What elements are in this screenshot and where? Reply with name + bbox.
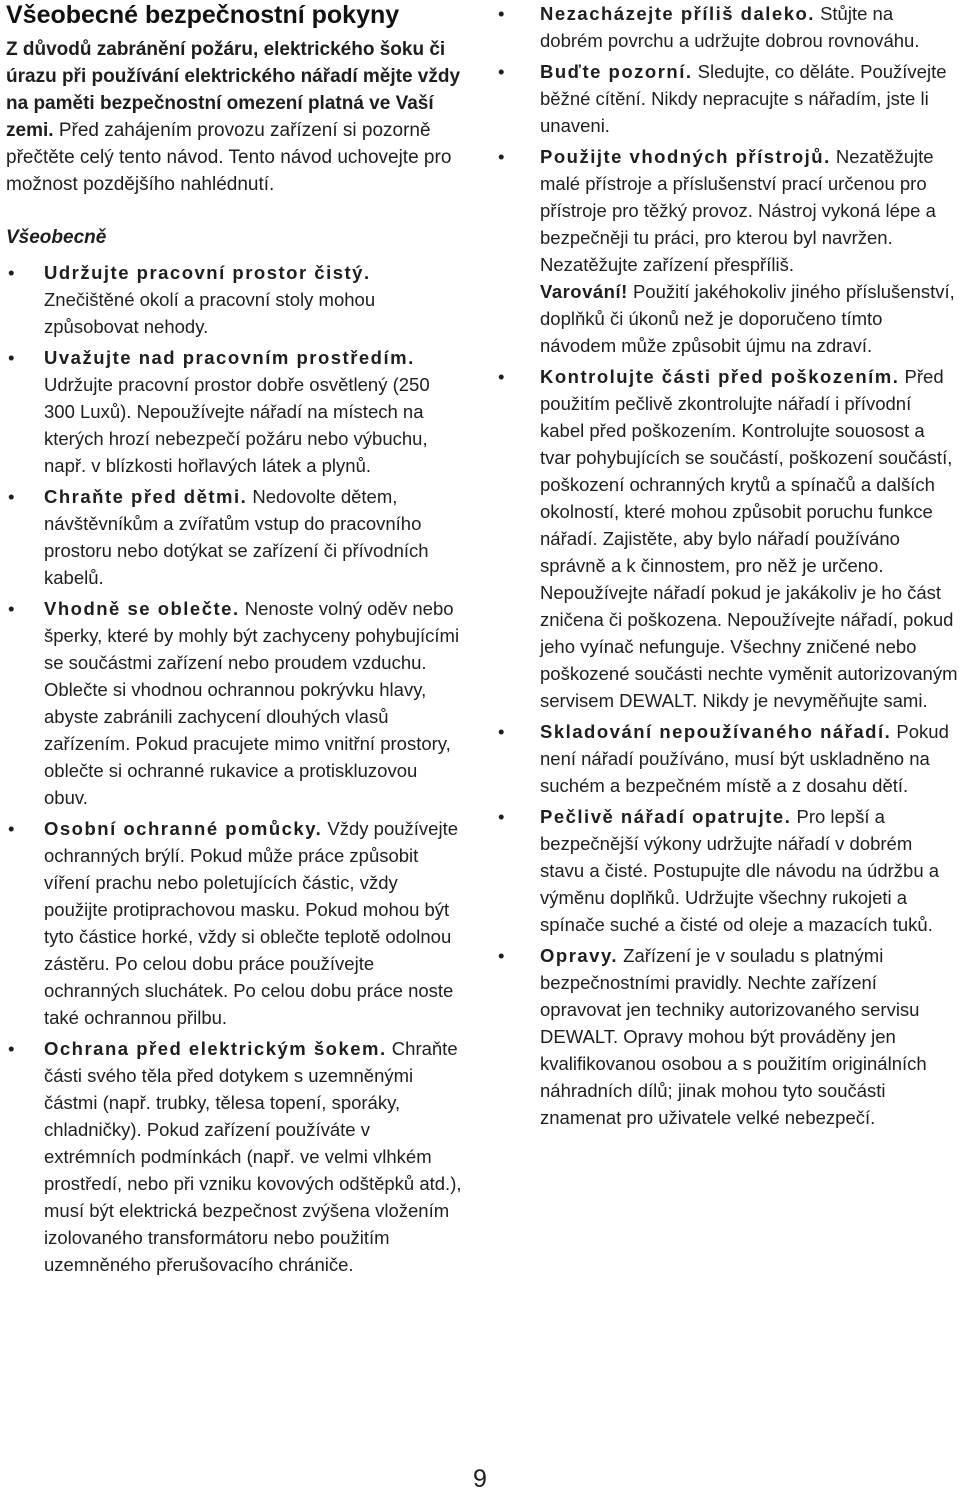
- rule-item: [6, 483, 462, 591]
- rule-text: Zařízení je v souladu s platnými bezpečnostními pravidly. Nechte zařízení opravovat jen techniky autorizovaného servisu DEWALT. Opravy mohou být prováděny jen kvalifikovanou osobou a s použitím originálních náhradních dílů; jinak mohou tyto součásti znamenat pro uživatele velké nebezpečí.: [540, 945, 927, 1128]
- intro-paragraph: [6, 36, 462, 198]
- rules-list-left: [6, 259, 462, 1278]
- intro-text: Před zahájením provozu zařízení si pozorně přečtěte celý tento návod. Tento návod uchovejte pro možnost pozdějšího nahlédnutí.: [6, 120, 452, 195]
- bullet-icon: •: [8, 262, 15, 283]
- rule-title: Nezacházejte příliš daleko.: [540, 3, 815, 24]
- bullet-icon: •: [498, 721, 505, 742]
- rule-title: Kontrolujte části před poškozením.: [540, 366, 900, 387]
- right-column: [498, 0, 960, 1135]
- page-title: Všeobecné bezpečnostní pokyny: [6, 1, 400, 29]
- bullet-icon: •: [498, 806, 505, 827]
- bullet-icon: •: [498, 945, 505, 966]
- rule-item: [498, 143, 960, 359]
- rule-text: Nenoste volný oděv nebo šperky, které by mohly být zachyceny pohybujícími se součástmi zařízení nebo proudem vzduchu. Oblečte si vhodnou ochrannou pokrývku hlavy, abyste zabránili zachycení dlouhých vlasů zařízením. Pokud pracujete mimo vnitřní prostory, oblečte si ochranné rukavice a protiskluzovou obuv.: [44, 598, 460, 808]
- left-column: [6, 0, 462, 1282]
- rule-item: [6, 595, 462, 811]
- bullet-icon: •: [498, 146, 505, 167]
- rule-text: Udržujte pracovní prostor dobře osvětlený (250 300 Luxů). Nepoužívejte nářadí na místech na kterých hrozí nebezpečí požáru nebo výbuchu, např. v blízkosti hořlavých látek a plynů.: [44, 374, 430, 476]
- rule-text: Nezatěžujte malé přístroje a příslušenství prací určenou pro přístroje pro těžký provoz. Nástroj vykoná lépe a bezpečněji tu práci, pro kterou byl navržen. Nezatěžujte zařízení přespříliš.: [540, 146, 936, 275]
- rule-title: Opravy.: [540, 945, 619, 966]
- rules-list-right: [498, 0, 960, 1131]
- rule-title: Buďte pozorní.: [540, 61, 693, 82]
- rule-title: Použijte vhodných přístrojů.: [540, 146, 831, 167]
- rule-item: [498, 718, 960, 799]
- page-number: 9: [473, 1465, 487, 1493]
- rule-item: [498, 58, 960, 139]
- rule-item: [498, 803, 960, 938]
- rule-text: Vždy používejte ochranných brýlí. Pokud může práce způsobit víření prachu nebo poletujících částic, vždy použijte protiprachovou masku. Pokud mohou být tyto částice horké, vždy si oblečte teplotě odolnou zástěru. Po celou dobu práce používejte ochranných sluchátek. Po celou dobu práce noste také ochrannou přilbu.: [44, 818, 459, 1028]
- bullet-icon: •: [8, 818, 15, 839]
- rule-text: Stůjte na dobrém povrchu a udržujte dobrou rovnováhu.: [540, 3, 920, 51]
- bullet-icon: •: [8, 486, 15, 507]
- rule-title: Ochrana před elektrickým šokem.: [44, 1038, 387, 1059]
- bullet-icon: •: [8, 598, 15, 619]
- rule-item: [498, 363, 960, 714]
- intro-bold-text: Z důvodů zabránění požáru, elektrického šoku či úrazu při používání elektrického nářadí mějte vždy na paměti bezpečnostní omezení platná ve Vaší zemi.: [6, 39, 461, 141]
- bullet-icon: •: [498, 3, 505, 24]
- rule-title: Vhodně se oblečte.: [44, 598, 240, 619]
- bullet-icon: •: [8, 1038, 15, 1059]
- rule-item: [498, 0, 960, 54]
- rule-text: Nedovolte dětem, návštěvníkům a zvířatům vstup do pracovního prostoru nebo dotýkat se zařízení či přívodních kabelů.: [44, 486, 429, 588]
- rule-text: Znečištěné okolí a pracovní stoly mohou způsobovat nehody.: [44, 289, 376, 337]
- rule-text: Před použitím pečlivě zkontrolujte nářadí i přívodní kabel před poškozením. Kontrolujte souosost a tvar pohybujících se součástí, poškození součástí, poškození ochranných krytů a spínačů a dalších okolností, které mohou způsobit poruchu funkce nářadí. Zajistěte, aby bylo nářadí používáno správně a k činnostem, pro něž je určeno. Nepoužívejte nářadí pokud je jakákoliv je ho část zničena či poškozena. Nepoužívejte nářadí, pokud jeho vyínač nefunguje. Všechny zničené nebo poškozené součásti nechte vyměnit autorizovaným servisem DEWALT. Nikdy je nevyměňujte sami.: [540, 366, 958, 711]
- rule-item: [6, 344, 462, 479]
- rule-title: Skladování nepoužívaného nářadí.: [540, 721, 892, 742]
- bullet-icon: •: [498, 61, 505, 82]
- rule-title: Uvažujte nad pracovním prostředím.: [44, 347, 415, 368]
- rule-item: [6, 1035, 462, 1278]
- rule-item: [498, 942, 960, 1131]
- rule-text: Pro lepší a bezpečnější výkony udržujte nářadí v dobrém stavu a čisté. Postupujte dle návodu na údržbu a výměnu doplňků. Udržujte všechny rukojeti a spínače suché a čisté od oleje a mazacích tuků.: [540, 806, 940, 935]
- rule-title: Chraňte před dětmi.: [44, 486, 248, 507]
- warning-label: Varování!: [540, 281, 628, 302]
- rule-item: [6, 815, 462, 1031]
- bullet-icon: •: [8, 347, 15, 368]
- rule-title: Pečlivě nářadí opatrujte.: [540, 806, 792, 827]
- rule-title: Udržujte pracovní prostor čistý.: [44, 262, 371, 283]
- rule-item: [6, 259, 462, 340]
- section-heading: Všeobecně: [6, 227, 107, 248]
- rule-text: Pokud není nářadí používáno, musí být uskladněno na suchém a bezpečném místě a z dosahu dětí.: [540, 721, 949, 796]
- rule-text: Chraňte části svého těla před dotykem s uzemněnými částmi (např. trubky, tělesa topení, sporáky, chladničky). Pokud zařízení používáte v extrémních podmínkách (např. ve velmi vlhkém prostředí, nebo při vzniku kovových odštěpků atd.), musí být elektrická bezpečnost zvýšena vložením izolovaného transformátoru nebo použitím uzemněného přerušovacího chrániče.: [44, 1038, 462, 1275]
- bullet-icon: •: [498, 366, 505, 387]
- rule-text: Sledujte, co děláte. Používejte běžné cítění. Nikdy nepracujte s nářadím, jste li unaveni.: [540, 61, 947, 136]
- rule-title: Osobní ochranné pomůcky.: [44, 818, 323, 839]
- warning-text: Použití jakéhokoliv jiného příslušenství, doplňků či úkonů než je doporučeno tímto návodem může způsobit újmu na zdraví.: [540, 281, 955, 356]
